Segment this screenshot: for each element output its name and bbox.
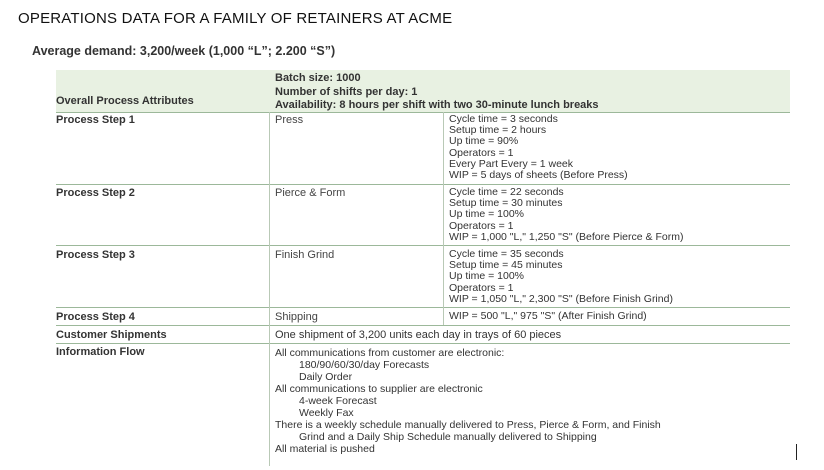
row-divider [56, 307, 790, 308]
info-line: 180/90/60/30/day Forecasts [299, 359, 430, 371]
customer-shipments-label: Customer Shipments [56, 329, 167, 341]
text-cursor [796, 444, 797, 460]
batch-size: Batch size: 1000 [275, 72, 361, 84]
step-param: WIP = 500 "L," 975 "S" (After Finish Grind) [449, 310, 647, 322]
info-line: All material is pushed [275, 443, 375, 455]
info-line: There is a weekly schedule manually delivered to Press, Pierce & Form, and Finish [275, 419, 661, 431]
step-param: WIP = 1,050 "L," 2,300 "S" (Before Finish Grind) [449, 292, 673, 305]
step-param: Cycle time = 3 seconds [449, 113, 558, 125]
step-param: Setup time = 30 minutes [449, 197, 563, 210]
step-param: Up time = 90% [449, 135, 519, 148]
row-divider [56, 112, 790, 113]
step-param: WIP = 5 days of sheets (Before Press) [449, 169, 628, 182]
column-divider [443, 112, 444, 325]
row-divider [56, 325, 790, 326]
step-param: Setup time = 45 minutes [449, 259, 563, 272]
step-param: Operators = 1 [449, 281, 514, 294]
step-param: Setup time = 2 hours [449, 124, 547, 137]
page-title: OPERATIONS DATA FOR A FAMILY OF RETAINERS AT ACME [18, 10, 453, 27]
info-line: Weekly Fax [299, 407, 354, 419]
column-divider [269, 112, 270, 466]
step-param: Operators = 1 [449, 146, 514, 159]
step-1-params [449, 114, 628, 181]
customer-shipments-text: One shipment of 3,200 units each day in trays of 60 pieces [275, 329, 562, 341]
info-line: 4-week Forecast [299, 395, 377, 407]
table-header [56, 70, 790, 112]
step-param: Up time = 100% [449, 270, 524, 283]
header-label: Overall Process Attributes [56, 95, 194, 107]
step-4-label: Process Step 4 [56, 311, 135, 323]
shifts-per-day: Number of shifts per day: 1 [275, 85, 418, 98]
step-param: Every Part Every = 1 week [449, 157, 574, 170]
step-3-params [449, 249, 673, 305]
row-divider [56, 245, 790, 246]
step-param: WIP = 1,000 "L," 1,250 "S" (Before Pierce & Form) [449, 230, 684, 243]
step-1-process: Press [275, 114, 304, 126]
row-divider [56, 184, 790, 185]
info-line: Grind and a Daily Ship Schedule manually delivered to Shipping [299, 431, 597, 443]
info-line: All communications to supplier are electronic [275, 383, 483, 395]
information-flow-text [275, 347, 661, 455]
header-attributes [275, 72, 599, 113]
step-2-params [449, 187, 683, 243]
availability: Availability: 8 hours per shift with two 30-minute lunch breaks [275, 99, 599, 111]
step-2-label: Process Step 2 [56, 187, 135, 199]
step-param: Cycle time = 22 seconds [449, 186, 564, 198]
step-param: Operators = 1 [449, 219, 514, 232]
step-param: Up time = 100% [449, 208, 524, 221]
information-flow-label: Information Flow [56, 346, 145, 358]
step-4-process: Shipping [275, 311, 318, 323]
step-3-label: Process Step 3 [56, 249, 135, 261]
step-4-params [449, 311, 647, 322]
step-1-label: Process Step 1 [56, 114, 135, 126]
average-demand: Average demand: 3,200/week (1,000 “L”; 2.200 “S”) [32, 44, 336, 58]
step-param: Cycle time = 35 seconds [449, 248, 564, 260]
info-line: All communications from customer are electronic: [275, 347, 505, 359]
info-line: Daily Order [299, 371, 353, 383]
step-3-process: Finish Grind [275, 249, 335, 261]
row-divider [56, 343, 790, 344]
step-2-process: Pierce & Form [275, 187, 346, 199]
